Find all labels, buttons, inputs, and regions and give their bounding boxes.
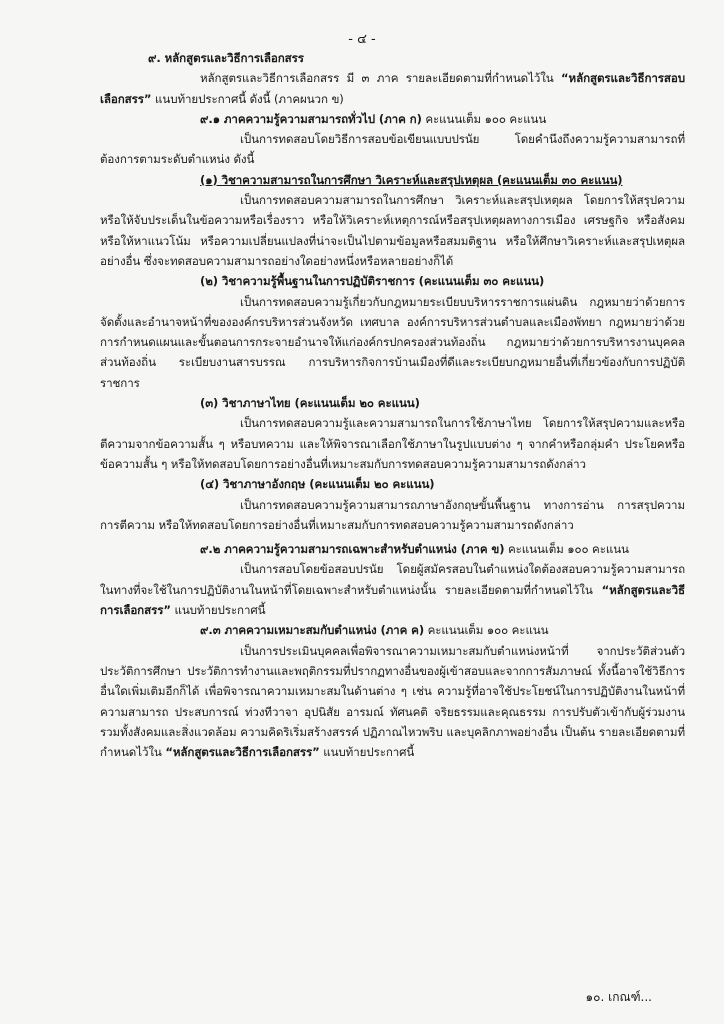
subject-2-body: เป็นการทดสอบความรู้เกี่ยวกับกฎหมายระเบียบบริหารราชการแผ่นดิน กฎหมายว่าด้วยการจัดตั้งและอำนาจหน้าที่ขององค์กรบริหารส่วนจังหวัด เทศบาล องค์การบริหารส่วนตำบลและเมืองพัทยา กฎหมายว่าด้วยการกำหนดแผนและขั้นตอนการกระจายอำนาจให้แก่องค์กรปกครองส่วนท้องถิ่น กฎหมายว่าด้วยการบริหารงานบุคคลส่วนท้องถิ่น ระเบียบงานสารบรรณ การบริหารกิจการบ้านเมืองที่ดีและระเบียบกฎหมายอื่นที่เกี่ยวข้องกับการปฏิบัติราชการ xyxy=(100,294,685,390)
subject-4-body: เป็นการทดสอบความรู้ความสามารถภาษาอังกฤษขั้นพื้นฐาน ทางการอ่าน การสรุปความ การตีความ หรือให้ทดสอบโดยการอย่างอื่นที่เหมาะสมกับการทดสอบความรู้ความสามารถดังกล่าว xyxy=(100,497,685,532)
subject-1-body: เป็นการทดสอบความสามารถในการศึกษา วิเคราะห์และสรุปเหตุผล โดยการให้สรุปความหรือให้จับประเด็นในข้อความหรือเรื่องราว หรือให้วิเคราะห์เหตุการณ์หรือสรุปเหตุผลทางการเมือง เศรษฐกิจ หรือสังคม หรือให้หาแนวโน้ม หรือความเปลี่ยนแปลงที่น่าจะเป็นไปตามข้อมูลหรือสมมติฐาน หรือให้ศึกษาวิเคราะห์และสรุปเหตุผลอย่างอื่น ซึ่งจะทดสอบความสามารถอย่างใดอย่างหนึ่งหรือหลายอย่างก็ได้ xyxy=(100,193,685,268)
section-9-title: ๙. หลักสูตรและวิธีการเลือกสรร xyxy=(148,51,304,65)
part-9-3-heading: ๙.๓ ภาคความเหมาะสมกับตำแหน่ง (ภาค ค) คะแนนเต็ม ๑๐๐ คะแนน xyxy=(200,623,549,638)
next-page-footer: ๑๐. เกณฑ์... xyxy=(585,990,652,1004)
subject-2-heading: (๒) วิชาความรู้พื้นฐานในการปฏิบัติราชการ (คะแนนเต็ม ๓๐ คะแนน) xyxy=(200,274,545,289)
section-9-intro: หลักสูตรและวิธีการเลือกสรร มี ๓ ภาค รายละเอียดตามที่กำหนดไว้ใน “หลักสูตรและวิธีการสอบเลือกสรร” แนบท้ายประกาศนี้ ดังนี้ (ภาคผนวก ข) xyxy=(100,71,685,106)
subject-4-heading: (๔) วิชาภาษาอังกฤษ (คะแนนเต็ม ๒๐ คะแนน) xyxy=(200,477,435,492)
part-9-3-body: เป็นการประเมินบุคคลเพื่อพิจารณาความเหมาะสมกับตำแหน่งหน้าที่ จากประวัติส่วนตัว ประวัติการศึกษา ประวัติการทำงานและพฤติกรรมที่ปรากฏทางอื่นของผู้เข้าสอบและจากการสัมภาษณ์ ทั้งนี้อาจใช้วิธีการอื่นใดเพิ่มเติมอีกก็ได้ เพื่อพิจารณาความเหมาะสมในด้านต่าง ๆ เช่น ความรู้ที่อาจใช้ประโยชน์ในการปฏิบัติงานในหน้าที่ ความสามารถ ประสบการณ์ ท่วงทีวาจา อุปนิสัย อารมณ์ ทัศนคติ จริยธรรมและคุณธรรม การปรับตัวเข้ากับผู้ร่วมงาน รวมทั้งสังคมและสิ่งแวดล้อม ความคิดริเริ่มสร้างสรรค์ ปฏิภาณไหวพริบ และบุคลิกภาพอย่างอื่น เป็นต้น รายละเอียดตามที่กำหนดไว้ใน “หลักสูตรและวิธีการเลือกสรร” แนบท้ายประกาศนี้ xyxy=(100,643,685,760)
subject-1-heading: (๑) วิชาความสามารถในการศึกษา วิเคราะห์และสรุปเหตุผล (คะแนนเต็ม ๓๐ คะแนน) xyxy=(200,172,623,187)
part-9-2-body: เป็นการสอบโดยข้อสอบปรนัย โดยผู้สมัครสอบในตำแหน่งใดต้องสอบความรู้ความสามารถในทางที่จะใช้ในการปฏิบัติงานในหน้าที่โดยเฉพาะสำหรับตำแหน่งนั้น รายละเอียดตามที่กำหนดไว้ใน “หลักสูตรและวิธีการเลือกสรร” แนบท้ายประกาศนี้ xyxy=(100,562,685,618)
part-9-2-heading: ๙.๒ ภาคความรู้ความสามารถเฉพาะสำหรับตำแหน่ง (ภาค ข) คะแนนเต็ม ๑๐๐ คะแนน xyxy=(200,542,629,557)
part-9-1-heading: ๙.๑ ภาคความรู้ความสามารถทั่วไป (ภาค ก) คะแนนเต็ม ๑๐๐ คะแนน xyxy=(200,111,547,126)
part-9-1-body: เป็นการทดสอบโดยวิธีการสอบข้อเขียนแบบปรนัย โดยคำนึงถึงความรู้ความสามารถที่ต้องการตามระดับตำแหน่ง ดังนี้ xyxy=(100,132,685,167)
page-number: - ๔ - xyxy=(348,32,376,47)
subject-3-heading: (๓) วิชาภาษาไทย (คะแนนเต็ม ๒๐ คะแนน) xyxy=(200,396,420,411)
document-body xyxy=(100,46,685,762)
subject-3-body: เป็นการทดสอบความรู้และความสามารถในการใช้ภาษาไทย โดยการให้สรุปความและหรือตีความจากข้อความสั้น ๆ หรือบทความ และให้พิจารณาเลือกใช้ภาษาในรูปแบบต่าง ๆ จากคำหรือกลุ่มคำ ประโยคหรือข้อความสั้น ๆ หรือให้ทดสอบโดยการอย่างอื่นที่เหมาะสมกับการทดสอบความรู้ความสามารถดังกล่าว xyxy=(100,416,685,471)
